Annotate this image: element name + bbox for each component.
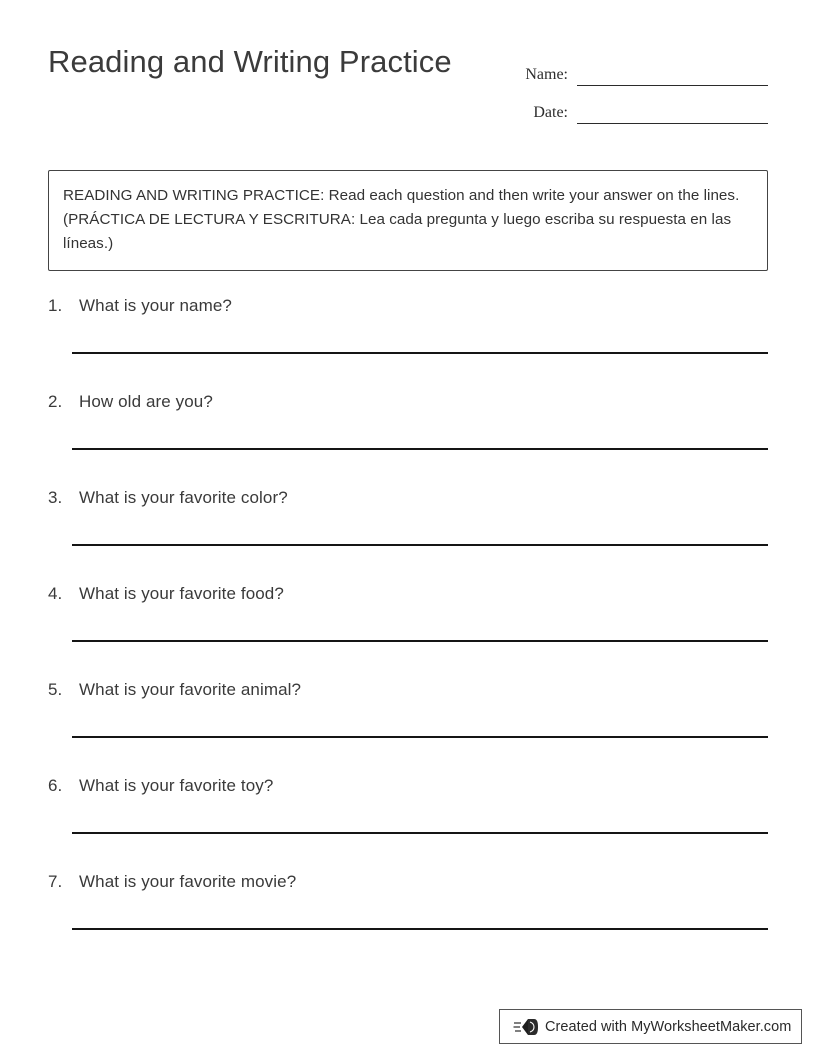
question-text: What is your name? [79,296,232,315]
question-number: 3. [48,488,63,507]
question-text: How old are you? [79,392,213,411]
quill-pen-icon [513,1016,539,1038]
question-text: What is your favorite animal? [79,680,302,699]
question-item [48,872,768,968]
answer-line[interactable] [72,640,768,642]
date-label: Date: [533,104,568,121]
question-item [48,488,768,584]
name-date-fields [508,48,768,124]
question-text: What is your favorite color? [79,488,288,507]
instructions-text: READING AND WRITING PRACTICE: Read each question and then write your answer on the lines. (PRÁCTICA DE LECTURA Y ESCRITURA: Lea cada pregunta y luego escriba su respuesta en las líneas.) [63,187,740,252]
answer-line[interactable] [72,832,768,834]
question-item [48,296,768,392]
question-number: 5. [48,680,63,699]
question-text: What is your favorite movie? [79,872,297,891]
name-label: Name: [525,66,568,83]
questions-list [48,296,768,968]
question-item [48,392,768,488]
answer-line[interactable] [72,352,768,354]
question-number: 2. [48,392,63,411]
question-item [48,584,768,680]
footer-text: Created with MyWorksheetMaker.com [545,1018,792,1035]
page-title: Reading and Writing Practice [48,44,452,79]
worksheet-header [48,44,768,124]
date-field-row [508,86,768,124]
answer-line[interactable] [72,736,768,738]
question-number: 4. [48,584,63,603]
question-number: 1. [48,296,63,315]
question-number: 6. [48,776,63,795]
question-text: What is your favorite toy? [79,776,274,795]
question-number: 7. [48,872,63,891]
question-text: What is your favorite food? [79,584,284,603]
answer-line[interactable] [72,544,768,546]
date-input-line[interactable] [577,122,768,124]
instructions-box [48,170,768,271]
answer-line[interactable] [72,448,768,450]
name-input-line[interactable] [577,84,768,86]
question-item [48,776,768,872]
answer-line[interactable] [72,928,768,930]
name-field-row [508,48,768,86]
question-item [48,680,768,776]
footer-attribution-badge[interactable] [499,1009,802,1044]
